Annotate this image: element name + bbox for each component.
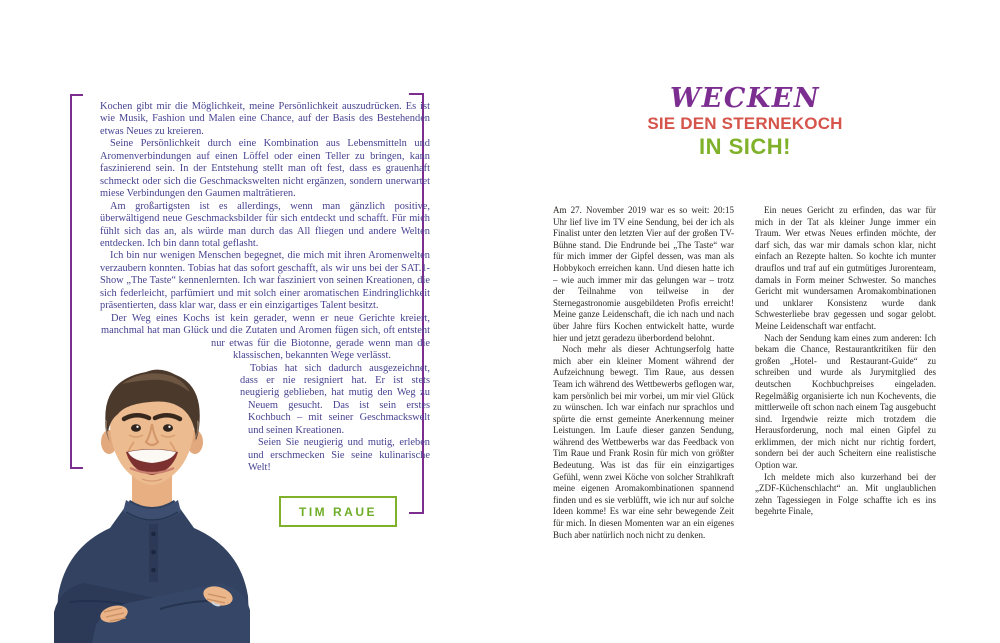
chapter-title-line1: WECKEN [669, 83, 821, 114]
body-paragraph: Ich meldete mich also kurzerhand bei der „ZDF-Küchenschlacht“ an. Mit unglaublichen zehn Tagessiegen in Folge schaffte ich es ins begehrte Finale, [755, 471, 936, 517]
foreword-paragraph: Kochen gibt mir die Möglichkeit, meine Persönlichkeit auszudrücken. Es ist wie Musik, Fashion und Malen eine Chance, auf der Basis des Bestehenden etwas Neues zu kreieren. [100, 101, 430, 137]
text-wrap-shape [100, 338, 160, 350]
chapter-title-line3: IN SICH! [699, 134, 791, 159]
foreword-paragraph: Ich bin nur wenigen Menschen begegnet, die mich mit ihren Aromenwelten verzaubern konnten. Tobias hat das sofort geschafft, als wir uns bei der SAT.1-Show „The Taste“ kennenlernten. Ich war fasziniert von seinen Kreationen, die sich federleicht, parfümiert und mit solch einer aromatischen Eindringlichkeit präsentierten, dass klar war, dass er ein einzigartiges Talent besitzt. [100, 250, 430, 312]
author-name-box [279, 496, 397, 527]
chapter-body-columns [553, 205, 936, 543]
foreword-paragraph: Am großartigsten ist es allerdings, wenn man gänzlich positive, überwältigend neue Geschmacksbilder für sich entdeckt und schafft. Für mich fühlt sich das an, als würde man durch das All fliegen und andere Welten entdecken. Ich bin dann total geflasht. [100, 200, 430, 249]
foreword-paragraph: Seien Sie neugierig und mutig, erleben und erschmecken Sie seine kulinarische Welt! [248, 437, 430, 474]
body-paragraph: Noch mehr als dieser Achtungserfolg hatte mich aber ein kleiner Moment während der Aufzeichnung bewegt. Tim Raue, aus dessen Team ich während des Wettbewerbs geflogen war, kam persönlich bei mir vorbei, um mir viel Glück zu wünschen. Ich war einfach nur sprachlos und spürte die ernst gemeinte Anerkennung meiner Leistungen. Im Laufe dieser ganzen Sendung, während des Wettbewerbs war das Feedback von Tim Raue und Frank Rosin für mich von größter Bedeutung. Was ist das für ein einzigartiges Gefühl, wenn zwei Köche von solcher Strahlkraft meine eigenen Aromakombinationen spannend finden und es sie verblüfft, wie ich nur auf solche Ideen komme! Es war eine sehr bewegende Zeit für mich. In diesen Momenten war an ein eigenes Buch aber natürlich noch nicht zu denken. [553, 344, 734, 540]
right-page [500, 0, 1000, 643]
foreword-paragraph: Tobias hat sich dadurch ausgezeichnet, dass er nie resigniert hat. Er ist stets neugierig geblieben, hat mutig den Weg zu Neuem gesucht. Das ist sein erstes Kochbuch – mit seiner Geschmackswelt und seinen Kreationen. [240, 362, 430, 436]
foreword-paragraph: Seine Persönlichkeit durch eine Kombination aus Lebensmitteln und Aromenverbindungen auf einen Löffel oder einen Teller zu bringen, kann faszinierend sein. In der Entstehung stellt man oft fest, dass es grauenhaft schmeckt oder sich die Geschmackswelten nicht ergänzen, sondern unerwartet miese Verbindungen den Gaumen malträtieren. [100, 138, 430, 200]
body-paragraph: Ein neues Gericht zu erfinden, das war für mich in der Tat als kleiner Junge immer ein Traum. Wer etwas Neues erfinden möchte, der darf sich, das war mir damals schon klar, nicht einfach an Rezepte halten. So kochte ich munter drauflos und traf auf ein gutmütiges Jurorenteam, damals in Form meiner Schwester. So manches Gericht mit wundersamen Aromakombinationen und unklarer Konsistenz wurde dank Schwesterliebe brav gegessen und sogar gelobt. Meine Leidenschaft war entfacht. [755, 205, 936, 331]
text-wrap-shape [100, 350, 211, 362]
foreword-paragraph: Der Weg eines Kochs ist kein gerader, wenn er neue Gerichte kreiert, manchmal hat man Glück und die Zutaten und Aromen fügen sich, oft entsteht nur etwas für die Biotonne, gerade wenn man die klassischen, bekannten Wege verlässt. [101, 312, 430, 362]
chapter-title [585, 84, 905, 159]
chapter-title-line2: SIE DEN STERNEKOCH [647, 114, 843, 133]
tim-raue-portrait-photo [22, 362, 277, 643]
author-name-label: TIM RAUE [299, 504, 377, 519]
body-paragraph: Am 27. November 2019 war es so weit: 20:15 Uhr lief live im TV eine Sendung, bei der ich als Finalist unter den letzten Vier auf der großen TV-Bühne stand. Die Endrunde bei „The Taste“ war für mich immer der Gipfel dessen, was man als Hobbykoch erreichen kann. Und diesen hatte ich – wie auch immer mir das gelungen war – trotz der Teilnahme von teilweise in der Sternegastronomie ausgebildeten Profis erreicht! Meine ganze Leidenschaft, die ich nach und nach über Jahre fürs Kochen entwickelt hatte, wurde hier und jetzt geradezu überbordend belohnt. [553, 205, 734, 343]
body-paragraph: Nach der Sendung kam eines zum anderen: Ich bekam die Chance, Restaurantkritiken für den großen „Hotel- und Restaurant-Guide“ zu schreiben und wurde als Jurymitglied des deutschen Kochbuchpreises eingeladen. Regelmäßig organisierte ich nun Kochevents, die mittlerweile oft schon nach einem Tag ausgebucht sind. Irgendwie reizte mich trotzdem die Herausforderung, noch mal einen Gipfel zu erklimmen, der mich nicht nur richtig fordert, sondern bei der auch Scheitern eine realistische Option war. [755, 332, 936, 471]
